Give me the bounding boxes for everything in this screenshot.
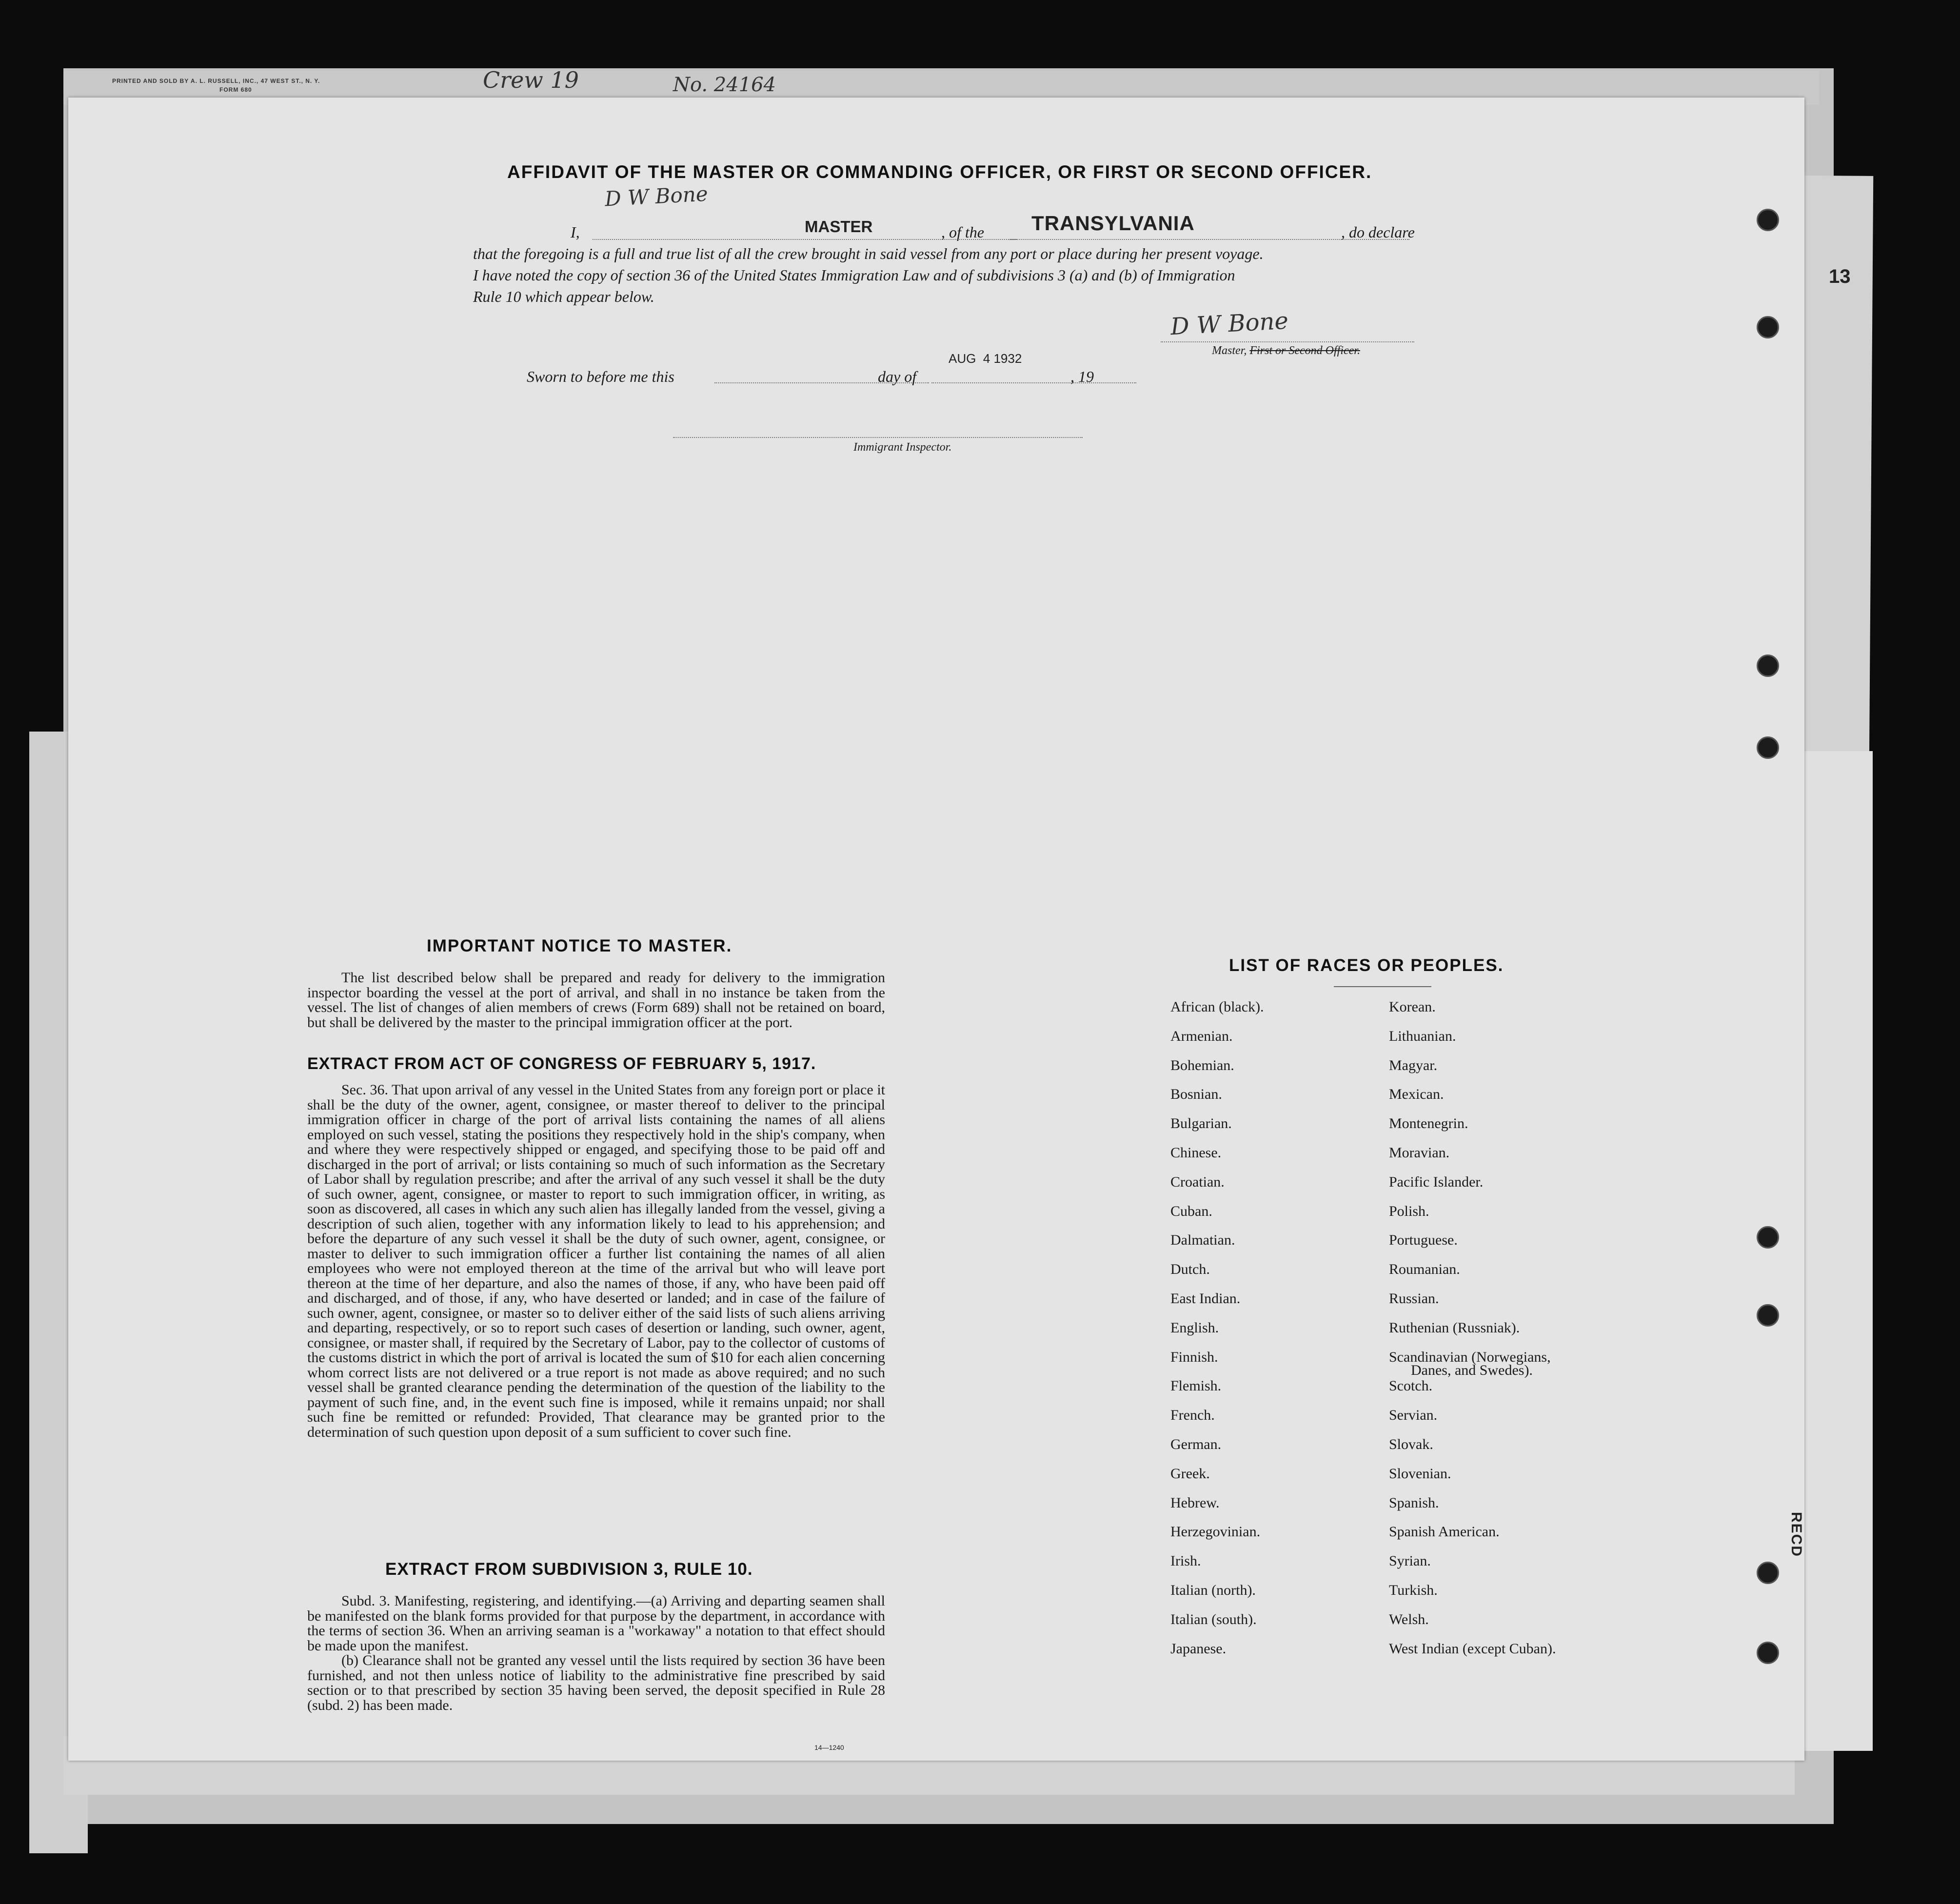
race-item: Portuguese. <box>1389 1232 1458 1249</box>
punch-hole <box>1757 1304 1779 1327</box>
race-item: Dalmatian. <box>1170 1232 1235 1249</box>
race-item: Montenegrin. <box>1389 1115 1468 1132</box>
race-item: Bohemian. <box>1170 1057 1234 1073</box>
race-item: Moravian. <box>1389 1145 1450 1161</box>
form-code: 14—1240 <box>814 1744 844 1751</box>
rule-title: EXTRACT FROM SUBDIVISION 3, RULE 10. <box>385 1560 753 1579</box>
race-item: Scotch. <box>1389 1378 1433 1394</box>
side-stamp: RECD <box>1788 1512 1804 1558</box>
side-number: 13 <box>1829 266 1851 287</box>
race-item: Dutch. <box>1170 1261 1210 1278</box>
race-item: Italian (north). <box>1170 1582 1256 1598</box>
race-item: Bosnian. <box>1170 1086 1222 1103</box>
race-item: Slovenian. <box>1389 1465 1451 1482</box>
race-item: Cuban. <box>1170 1203 1212 1219</box>
race-item: French. <box>1170 1407 1215 1424</box>
act-body: Sec. 36. That upon arrival of any vessel in the United States from any foreign port or place it shall be the duty of the owner, agent, consignee, or master thereof to deliver to the principal immigration officer in charge of the port of arrival lists containing the names of all aliens employed on such vessel, stating the positions they respectively hold in the ship's company, when and where they were respectively shipped or engaged, and specifying those to be paid off and discharged in the port of arrival; or lists containing so much of such information as the Secretary of Labor shall by regulation prescribe; and after the arrival of any such vessel it shall be the duty of such owner, agent, consignee, or master to report to such immigration officer, in writing, as soon as discovered, all cases in which any such alien has illegally landed from the vessel, giving a description of such alien, together with any information likely to lead to his apprehension; and before the departure of any such vessel it shall be the duty of such owner, agent, consignee, or master to deliver to such immigration officer a further list containing the names of all alien employees who were not employed thereon at the time of the arrival but who will leave port thereon at the time of her departure, and also the names of those, if any, who have been paid off and discharged, and of those, if any, who have deserted or landed; and in case of the failure of such owner, agent, consignee, or master so to deliver either of the said lists of such aliens arriving and departing, respectively, or so to report such cases of desertion or landing, such owner, agent, consignee, or master shall, if required by the Secretary of Labor, pay to the collector of customs of the customs district in which the port of arrival is located the sum of $10 for each alien concerning whom correct lists are not delivered or a true report is not made as above required; and no such vessel shall be granted clearance pending the determination of the question of the liability to the payment of such fine, and, in the event such fine is imposed, while it remains unpaid; nor shall such fine be remitted or refunded: Provided, That clearance may be granted prior to the determination of such question upon deposit of a sum sufficient to cover such fine. <box>307 1082 885 1440</box>
signature-line <box>1161 341 1414 342</box>
rule-para-b: (b) Clearance shall not be granted any vessel until the lists required by section 36 have been furnished, and not then unless notice of liability to the administrative fine prescribed by said section or to that prescribed by section 35 having been served, the deposit specified in Rule 28 (subd. 2) has been made. <box>307 1652 885 1713</box>
race-item: Italian (south). <box>1170 1611 1257 1627</box>
act-title: EXTRACT FROM ACT OF CONGRESS OF FEBRUARY 5, 1917. <box>307 1054 816 1073</box>
inspector-caption: Immigrant Inspector. <box>853 441 952 454</box>
notice-body: The list described below shall be prepared and ready for delivery to the immigration inspector boarding the vessel at the port of arrival, and shall in no instance be taken from the vessel. The list of changes of alien members of crews (Form 689) shall not be retained on board, but shall be delivered by the master to the principal immigration officer at the port. <box>307 970 885 1031</box>
race-item: Korean. <box>1389 999 1436 1015</box>
signature-caption <box>1212 344 1360 357</box>
race-item: Welsh. <box>1389 1611 1429 1627</box>
race-item: Turkish. <box>1389 1582 1438 1598</box>
signature-caption-master: Master, <box>1212 344 1247 357</box>
affidavit-line-3: I have noted the copy of section 36 of the United States Immigration Law and of subdivisions 3 (a) and (b) of Immigration <box>473 266 1235 284</box>
race-item: East Indian. <box>1170 1290 1241 1307</box>
vessel-name: TRANSYLVANIA <box>1031 212 1195 235</box>
punch-hole <box>1757 316 1779 338</box>
number-note: No. 24164 <box>673 74 776 96</box>
race-item: Mexican. <box>1389 1086 1444 1103</box>
race-item: Syrian. <box>1389 1553 1431 1569</box>
punch-hole <box>1757 209 1779 231</box>
race-item: Bulgarian. <box>1170 1115 1232 1132</box>
date-stamp: AUG 4 1932 <box>949 351 1022 366</box>
race-item: Polish. <box>1389 1203 1429 1219</box>
race-item: Pacific Islander. <box>1389 1173 1484 1190</box>
race-item: Scandinavian (Norwegians, <box>1389 1349 1551 1365</box>
race-item: Japanese. <box>1170 1640 1227 1657</box>
races-title-rule <box>1334 986 1431 987</box>
punch-hole <box>1757 736 1779 759</box>
punch-hole <box>1757 654 1779 677</box>
race-item: African (black). <box>1170 999 1264 1015</box>
rank-stamp: MASTER <box>805 218 873 236</box>
affidavit-title: AFFIDAVIT OF THE MASTER OR COMMANDING OFFICER, OR FIRST OR SECOND OFFICER. <box>507 162 1372 182</box>
year-suffix: , 19 <box>1070 368 1094 385</box>
day-of-label: day of <box>878 368 917 385</box>
punch-hole <box>1757 1562 1779 1584</box>
race-item: Danes, and Swedes). <box>1411 1362 1533 1378</box>
i-label: I, <box>571 223 580 241</box>
race-item: Greek. <box>1170 1465 1210 1482</box>
sworn-label: Sworn to before me this <box>527 368 674 385</box>
crew-note: Crew 19 <box>483 67 579 93</box>
do-declare-label: , do declare <box>1341 223 1415 241</box>
affidavit-line-2: that the foregoing is a full and true list of all the crew brought in said vessel from any port or place during her present voyage. <box>473 245 1264 262</box>
rule-para-a: Subd. 3. Manifesting, registering, and identifying.—(a) Arriving and departing seamen shall be manifested on the blank forms provided for that purpose by the department, in accordance with the terms of section 36. When an arriving seaman is a "workaway" a notation to that effect should be made upon the manifest. <box>307 1593 885 1654</box>
master-signature: D W Bone <box>1169 307 1289 341</box>
form-number: FORM 680 <box>219 86 252 93</box>
race-item: Ruthenian (Russniak). <box>1389 1319 1520 1336</box>
signature-caption-officer: First or Second Officer. <box>1249 344 1360 357</box>
race-item: Slovak. <box>1389 1436 1433 1452</box>
inspector-line <box>673 437 1083 438</box>
officer-signature: D W Bone <box>604 181 709 211</box>
race-item: West Indian (except Cuban). <box>1389 1640 1556 1657</box>
sworn-date-line <box>931 382 1136 383</box>
race-item: Lithuanian. <box>1389 1028 1456 1044</box>
race-item: Roumanian. <box>1389 1261 1460 1278</box>
race-item: Magyar. <box>1389 1057 1438 1073</box>
race-item: Spanish. <box>1389 1494 1439 1511</box>
race-item: Croatian. <box>1170 1173 1225 1190</box>
race-item: Finnish. <box>1170 1349 1218 1365</box>
race-item: Armenian. <box>1170 1028 1233 1044</box>
affidavit-line-4: Rule 10 which appear below. <box>473 288 654 305</box>
race-item: Flemish. <box>1170 1378 1222 1394</box>
punch-hole <box>1757 1226 1779 1249</box>
race-item: Herzegovinian. <box>1170 1524 1261 1540</box>
race-item: Hebrew. <box>1170 1494 1220 1511</box>
of-the-label: , of the <box>941 223 984 241</box>
race-item: Irish. <box>1170 1553 1201 1569</box>
race-item: German. <box>1170 1436 1222 1452</box>
race-item: Russian. <box>1389 1290 1439 1307</box>
races-title: LIST OF RACES OR PEOPLES. <box>1229 956 1504 975</box>
race-item: Chinese. <box>1170 1145 1222 1161</box>
race-item: English. <box>1170 1319 1219 1336</box>
race-item: Spanish American. <box>1389 1524 1500 1540</box>
affidavit-sheet <box>68 98 1851 1761</box>
race-item: Servian. <box>1389 1407 1438 1424</box>
printer-imprint: PRINTED AND SOLD BY A. L. RUSSELL, INC., 47 WEST ST., N. Y. <box>112 78 320 84</box>
punch-hole <box>1757 1642 1779 1664</box>
notice-title: IMPORTANT NOTICE TO MASTER. <box>427 936 733 955</box>
